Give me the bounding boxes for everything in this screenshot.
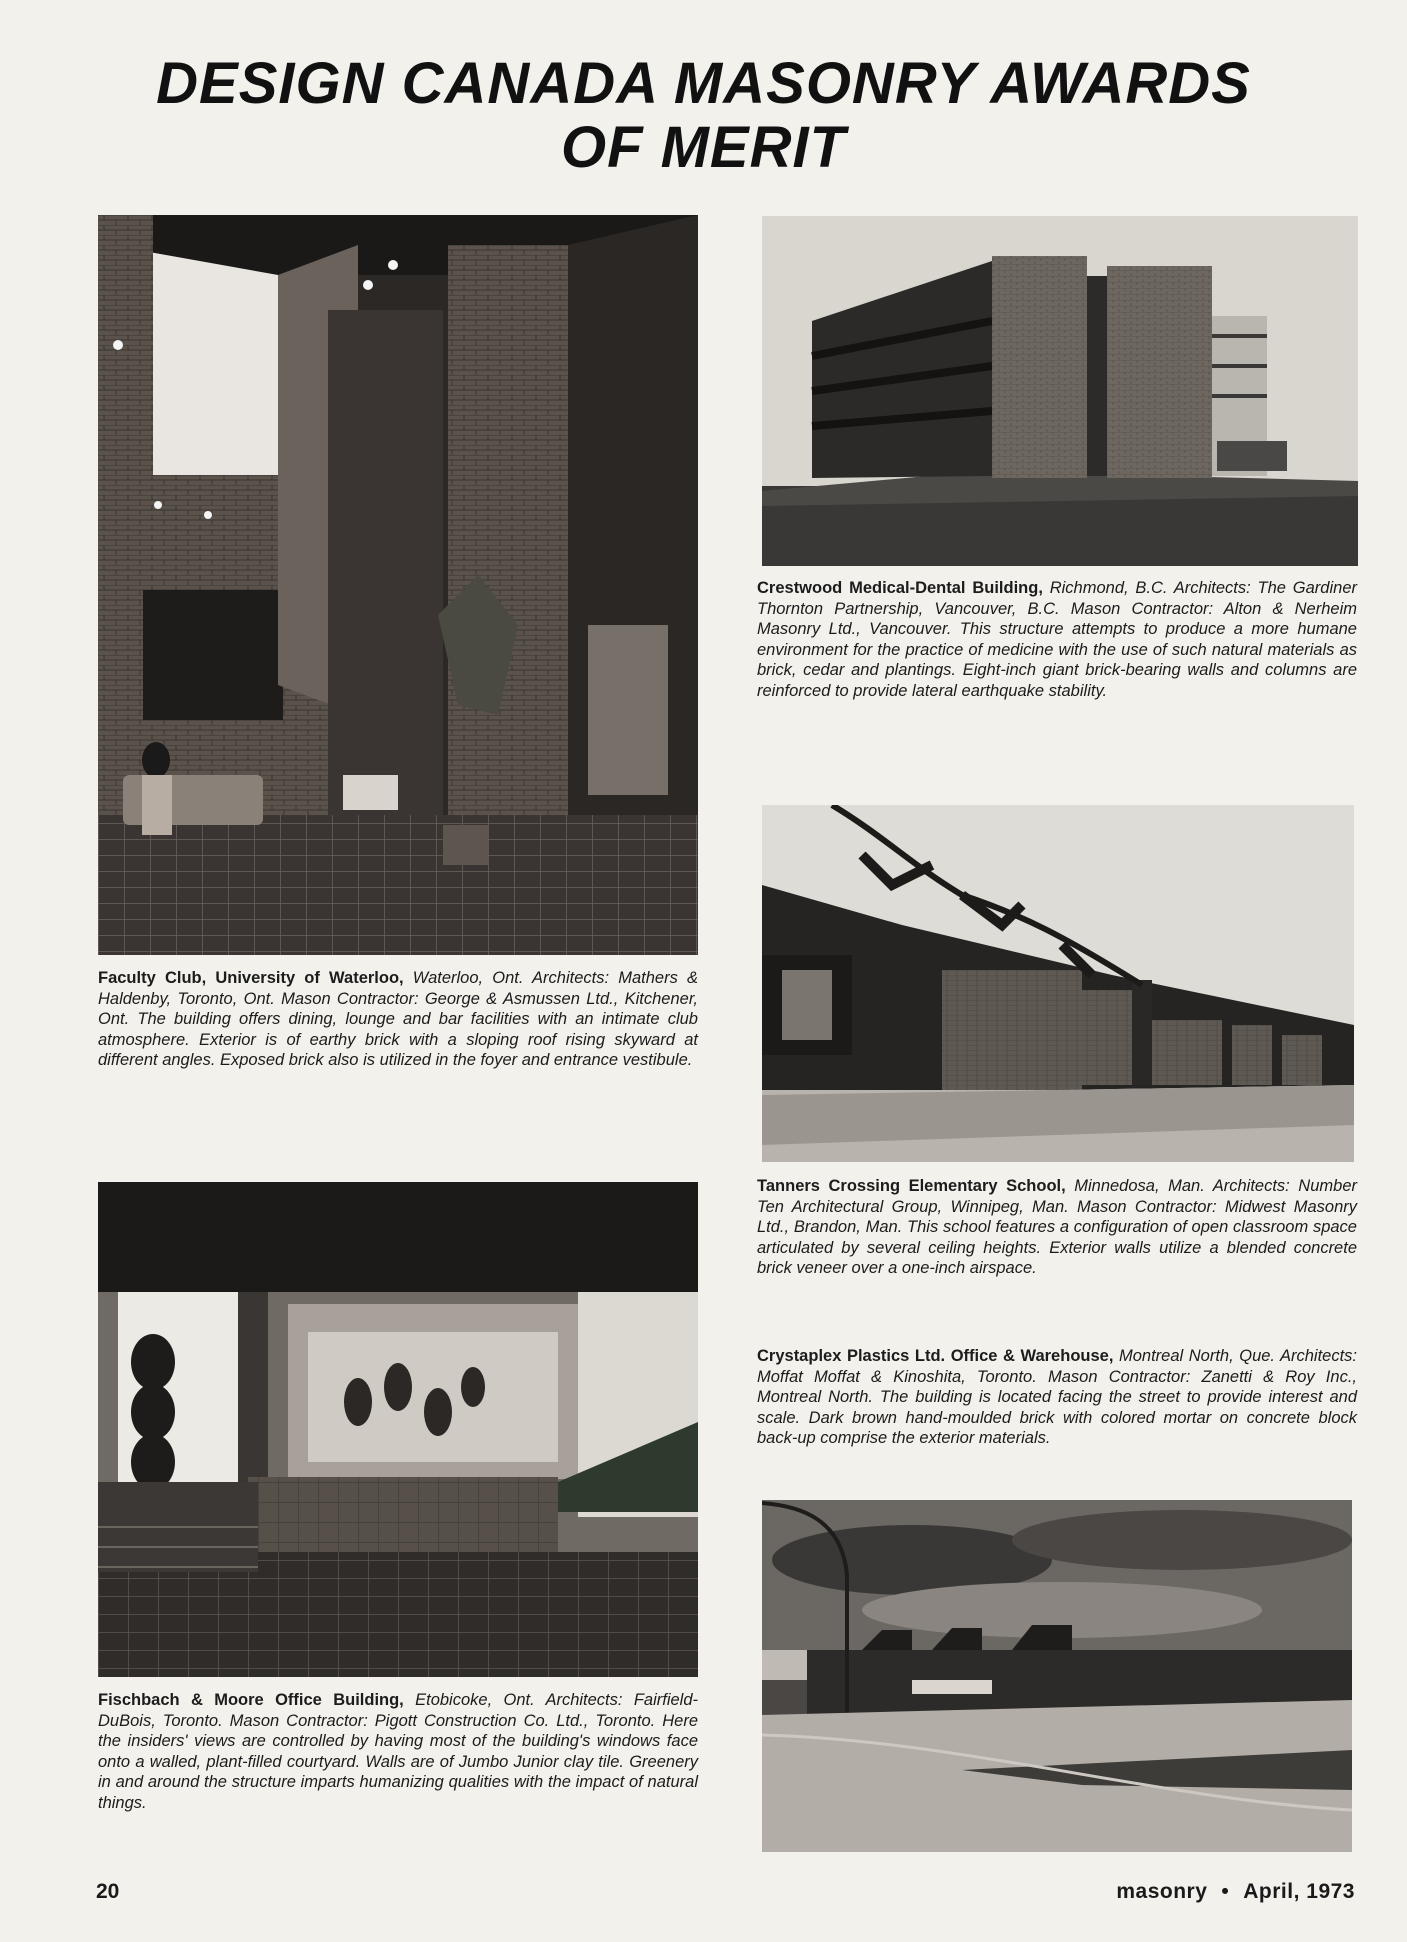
magazine-name: masonry xyxy=(1116,1880,1208,1903)
crestwood-photo xyxy=(762,216,1358,566)
entry-name: Crystaplex Plastics Ltd. Office & Warehouse, xyxy=(757,1347,1114,1365)
faculty-club-photo xyxy=(98,215,698,955)
title-line-1: DESIGN CANADA MASONRY AWARDS xyxy=(156,51,1251,116)
tanners-crossing-caption xyxy=(757,1176,1357,1279)
entry-body: Etobicoke, Ont. Architects: Fairfield-DuBois, Toronto. Mason Contractor: Pigott Construction Co. Ltd., Toronto. Here the insiders' views are controlled by having most of the building's windows face onto a walled, plant-filled courtyard. Walls are of Jumbo Junior clay tile. Greenery in and around the structure imparts humanizing qualities with the impact of natural things. xyxy=(98,1691,698,1812)
publication-footer xyxy=(1116,1880,1355,1904)
entry-body: Richmond, B.C. Architects: The Gardiner Thornton Partnership, Vancouver, B.C. Mason Contractor: Alton & Nerheim Masonry Ltd., Vancouver. This structure attempts to produce a more humane environment for the practice of medicine with the use of such natural materials as brick, cedar and plantings. Eight-inch giant brick-bearing walls and columns are reinforced to provide lateral earthquake stability. xyxy=(757,579,1357,700)
entry-name: Crestwood Medical-Dental Building, xyxy=(757,579,1043,597)
faculty-club-caption xyxy=(98,968,698,1071)
footer-bullet: • xyxy=(1221,1880,1230,1903)
entry-name: Tanners Crossing Elementary School, xyxy=(757,1177,1066,1195)
crystaplex-caption xyxy=(757,1346,1357,1449)
fischbach-moore-photo xyxy=(98,1182,698,1677)
issue-date: April, 1973 xyxy=(1243,1880,1355,1903)
entry-body: Minnedosa, Man. Architects: Number Ten Architectural Group, Winnipeg, Man. Mason Contractor: Midwest Masonry Ltd., Brandon, Man. This school features a configuration of open classroom space articulated by several ceiling heights. Exterior walls utilize a blended concrete brick veneer over a one-inch airspace. xyxy=(757,1177,1357,1277)
page-number: 20 xyxy=(96,1880,120,1903)
title-line-2: OF MERIT xyxy=(560,115,847,180)
fischbach-moore-caption xyxy=(98,1690,698,1813)
entry-body: Montreal North, Que. Architects: Moffat Moffat & Kinoshita, Toronto. Mason Contractor: Zanetti & Roy Inc., Montreal North. The building is located facing the street to provide interest and scale. Dark brown hand-moulded brick with colored mortar on concrete block back-up comprise the exterior materials. xyxy=(757,1347,1357,1447)
entry-body: Waterloo, Ont. Architects: Mathers & Haldenby, Toronto, Ont. Mason Contractor: George & Asmussen Ltd., Kitchener, Ont. The building offers dining, lounge and bar facilities with an intimate club atmosphere. Exterior is of earthy brick with a sloping roof rising skyward at different angles. Exposed brick also is utilized in the foyer and entrance vestibule. xyxy=(98,969,698,1069)
entry-name: Faculty Club, University of Waterloo, xyxy=(98,969,404,987)
crystaplex-photo xyxy=(762,1500,1352,1852)
entry-name: Fischbach & Moore Office Building, xyxy=(98,1691,404,1709)
crestwood-caption xyxy=(757,578,1357,701)
page-title xyxy=(0,52,1407,180)
tanners-crossing-photo xyxy=(762,805,1354,1162)
